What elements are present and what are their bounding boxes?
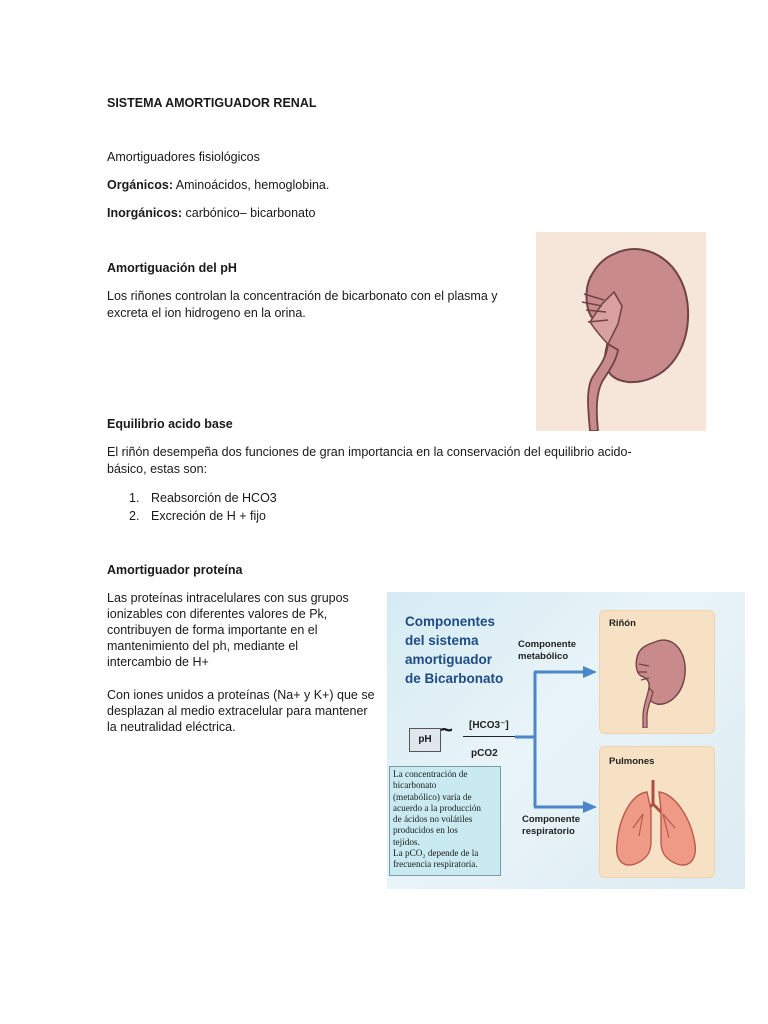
proteina-line: contribuyen de forma importante en el bbox=[107, 623, 318, 637]
ph-line-1: Los riñones controlan la concentración de bicarbonato con el plasma y bbox=[107, 289, 498, 303]
proteina-line: Las proteínas intracelulares con sus grupos bbox=[107, 591, 349, 605]
rinon-label: Riñón bbox=[609, 618, 636, 629]
list-item: 1. Reabsorción de HCO3 bbox=[129, 491, 277, 505]
iones-line: Con iones unidos a proteínas (Na+ y K+) que se bbox=[107, 688, 375, 702]
organicos-line bbox=[107, 177, 329, 193]
proteina-heading: Amortiguador proteína bbox=[107, 563, 243, 577]
document-title: SISTEMA AMORTIGUADOR RENAL bbox=[107, 96, 317, 110]
equilibrio-line-2: básico, estas son: bbox=[107, 462, 208, 476]
figure-title: Componentes del sistema amortiguador de Bicarbonato bbox=[405, 614, 504, 686]
respiratory-component-label: Componente respiratorio bbox=[522, 814, 581, 837]
proteina-line: ionizables con diferentes valores de Pk, bbox=[107, 607, 328, 621]
list-item: 2. Excreción de H + fijo bbox=[129, 509, 266, 523]
ph-label-box: pH bbox=[409, 728, 441, 752]
iones-line: desplazan al medio extracelular para mantener bbox=[107, 704, 368, 718]
proteina-line: intercambio de H+ bbox=[107, 655, 209, 669]
iones-paragraph bbox=[107, 687, 382, 735]
ph-line-2: excreta el ion hidrogeno en la orina. bbox=[107, 306, 306, 320]
metabolic-component-label: Componente metabólico bbox=[518, 639, 577, 662]
bicarbonate-numerator: [HCO3⁻] bbox=[469, 720, 509, 731]
note-box: La concentración de bicarbonato (metabólico) varía de acuerdo a la producción de ácidos no volátiles producidos en los tejidos. La pCO₂ depende de la frecuencia respiratoria. bbox=[389, 766, 501, 876]
equilibrio-line-1: El riñón desempeña dos funciones de gran importancia en la conservación del equilibrio acido- bbox=[107, 445, 632, 459]
kidney-illustration bbox=[536, 232, 706, 431]
iones-line: la neutralidad eléctrica. bbox=[107, 720, 236, 734]
inorganicos-text: carbónico– bicarbonato bbox=[182, 206, 316, 220]
pco2-denominator: pCO2 bbox=[471, 748, 498, 759]
organicos-text: Aminoácidos, hemoglobina. bbox=[173, 178, 330, 192]
equilibrio-heading: Equilibrio acido base bbox=[107, 417, 233, 431]
pulmones-label: Pulmones bbox=[609, 756, 655, 767]
ph-heading: Amortiguación del pH bbox=[107, 261, 237, 275]
proteina-line: mantenimiento del ph, mediante el bbox=[107, 639, 299, 653]
bicarbonate-figure bbox=[387, 592, 745, 889]
inorganicos-line bbox=[107, 205, 315, 221]
functions-list bbox=[107, 489, 507, 525]
kidney-image bbox=[536, 232, 706, 431]
inorganicos-label: Inorgánicos: bbox=[107, 206, 183, 220]
fisiologicos-line: Amortiguadores fisiológicos bbox=[107, 150, 260, 164]
tilde-symbol: ~ bbox=[440, 717, 453, 742]
proteina-paragraph bbox=[107, 590, 377, 670]
organicos-label: Orgánicos: bbox=[107, 178, 173, 192]
